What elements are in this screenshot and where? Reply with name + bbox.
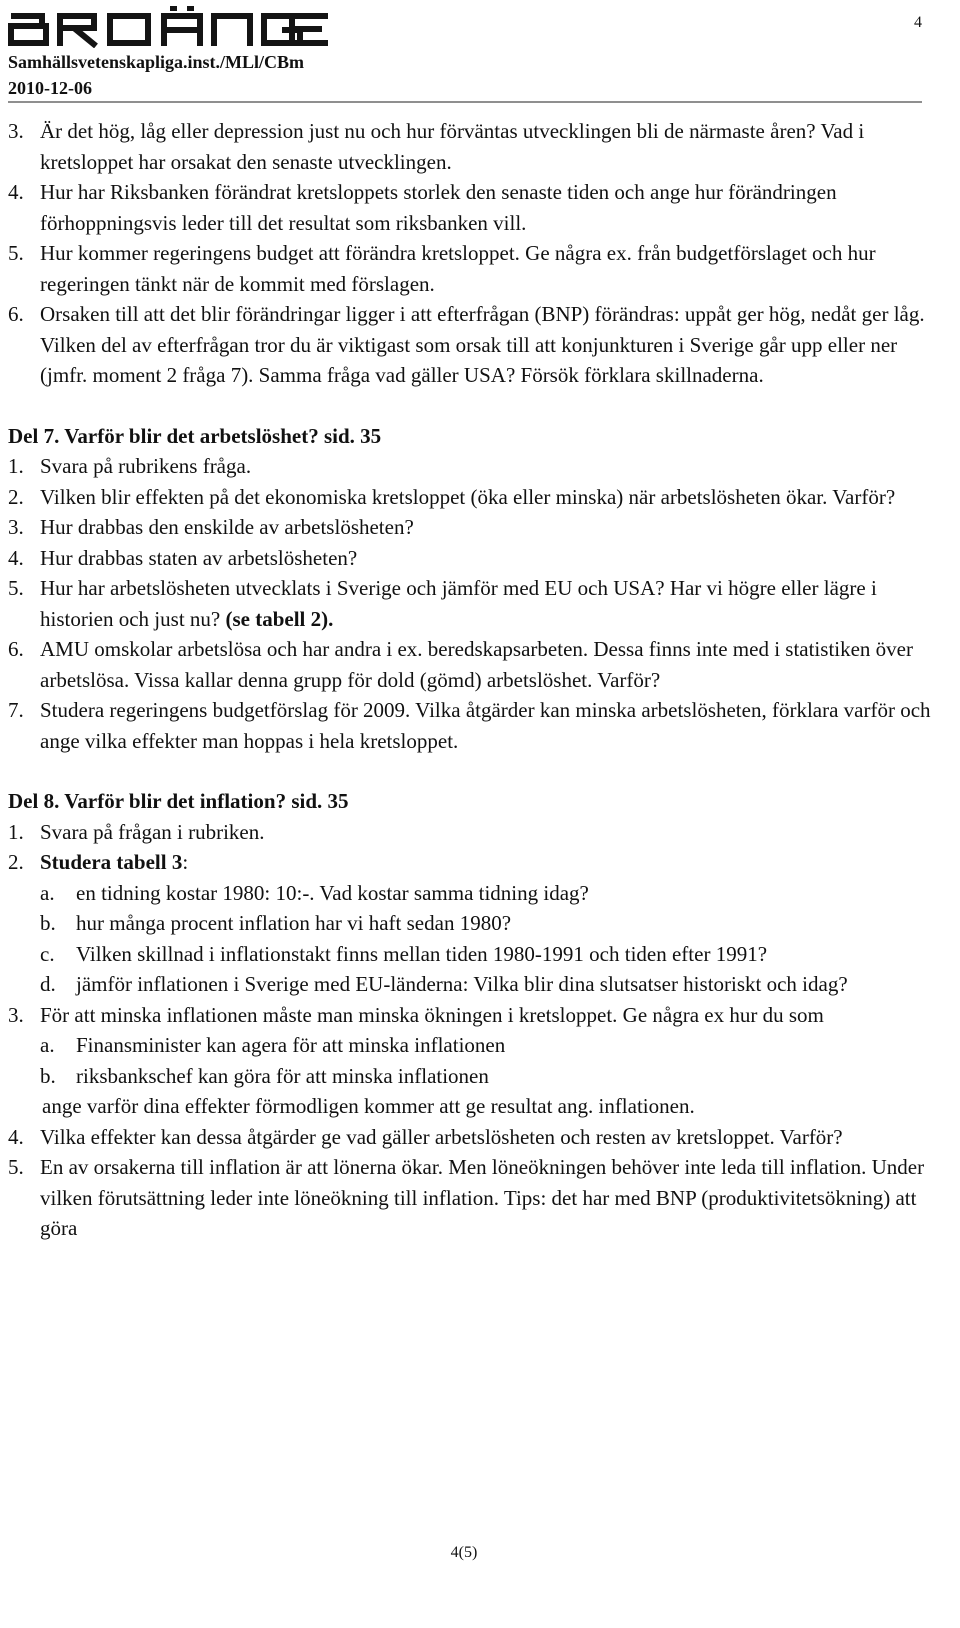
item-number: 3. bbox=[8, 1002, 24, 1027]
list-item bbox=[8, 482, 938, 513]
page-footer: 4(5) bbox=[450, 1544, 478, 1561]
item-number: 2. bbox=[8, 850, 24, 874]
item-text: Vilken blir effekten på det ekonomiska kretsloppet (öka eller minska) när arbetslösheten ökar. Varför? bbox=[40, 484, 896, 509]
item-text: Hur kommer regeringens budget att förändra kretsloppet. Ge några ex. från budgetförslaget och hur regeringen tänkt när de kommit med förslagen. bbox=[40, 241, 876, 296]
item-text: Hur har Riksbanken förändrat kretsloppets storlek den senaste tiden och ange hur förändringen förhoppningsvis leder till det resultat som riksbanken vill. bbox=[40, 180, 837, 235]
header-date: 2010-12-06 bbox=[8, 78, 92, 98]
item-number: 5. bbox=[8, 241, 24, 265]
page-number: 4 bbox=[914, 14, 922, 31]
table-reference: (se tabell 2). bbox=[225, 606, 334, 631]
sub-item bbox=[40, 1061, 938, 1092]
item-number: 5. bbox=[8, 576, 24, 600]
item-text: Hur drabbas den enskilde av arbetslösheten? bbox=[40, 515, 414, 539]
item-text: Svara på rubrikens fråga. bbox=[40, 454, 252, 478]
list-item bbox=[8, 1000, 938, 1031]
sub-item bbox=[40, 969, 938, 1000]
item-number: 6. bbox=[8, 302, 24, 326]
item-text bbox=[40, 847, 938, 878]
item-number: 2. bbox=[8, 484, 24, 509]
item-continuation: ange varför dina effekter förmodligen kommer att ge resultat ang. inflationen. bbox=[42, 1094, 695, 1118]
sub-item-letter: b. bbox=[40, 1063, 56, 1088]
list-item bbox=[8, 451, 938, 482]
sub-item-text: riksbankschef kan göra för att minska inflationen bbox=[76, 1063, 489, 1088]
header-divider bbox=[8, 101, 922, 103]
item-text-suffix: : bbox=[182, 850, 189, 874]
logo-text: BROÄNGEN bbox=[8, 6, 14, 7]
item-number: 1. bbox=[8, 454, 24, 478]
item-number: 4. bbox=[8, 545, 24, 570]
item-text: AMU omskolar arbetslösa och har andra i ex. beredskapsarbeten. Dessa finns inte med i statistiken över arbetslösa. Vissa kallar denna grupp för dold (gömd) arbetslöshet. Varför? bbox=[40, 637, 913, 692]
sub-item-text: en tidning kostar 1980: 10:-. Vad kostar samma tidning idag? bbox=[76, 880, 589, 905]
item-number: 1. bbox=[8, 819, 24, 844]
item-number: 4. bbox=[8, 1124, 24, 1149]
organization-label: Samhällsvetenskapliga.inst./MLl/CBm bbox=[8, 52, 305, 72]
item-text: Är det hög, låg eller depression just nu och hur förväntas utvecklingen bli de närmaste åren? Vad i kretsloppet har orsakat den senaste utvecklingen. bbox=[40, 119, 865, 174]
item-number: 5. bbox=[8, 1155, 24, 1179]
item-text: För att minska inflationen måste man minska ökningen i kretsloppet. Ge några ex hur du som bbox=[40, 1002, 824, 1027]
sub-item bbox=[40, 939, 938, 970]
list-item bbox=[8, 116, 938, 177]
sub-item-letter: a. bbox=[40, 880, 55, 905]
sub-item-letter: a. bbox=[40, 1033, 55, 1057]
sub-item bbox=[40, 1030, 938, 1061]
broangen-logo bbox=[8, 6, 338, 48]
list-item bbox=[8, 695, 938, 756]
list-item bbox=[8, 512, 938, 543]
item-number: 7. bbox=[8, 698, 24, 722]
item-text: Hur drabbas staten av arbetslösheten? bbox=[40, 545, 358, 570]
list-item bbox=[8, 238, 938, 299]
sub-item-letter: d. bbox=[40, 972, 56, 996]
sub-item-letter: c. bbox=[40, 941, 55, 966]
sub-item-text: jämför inflationen i Sverige med EU-länderna: Vilka blir dina slutsatser historiskt och idag? bbox=[76, 972, 848, 996]
list-item bbox=[8, 299, 938, 391]
list-item bbox=[8, 1122, 938, 1153]
item-text-body: Hur har arbetslösheten utvecklats i Sverige och jämför med EU och USA? Har vi högre eller lägre i historien och just nu? bbox=[40, 576, 877, 631]
item-number: 4. bbox=[8, 180, 24, 204]
table-reference: Studera tabell 3 bbox=[40, 850, 183, 874]
item-number: 3. bbox=[8, 119, 24, 143]
list-item bbox=[8, 817, 938, 848]
sub-item-text: Finansminister kan agera för att minska inflationen bbox=[76, 1033, 506, 1057]
sub-item-text: Vilken skillnad i inflationstakt finns mellan tiden 1980-1991 och tiden efter 1991? bbox=[76, 941, 768, 966]
section-7-heading: Del 7. Varför blir det arbetslöshet? sid. 35 bbox=[8, 423, 382, 448]
list-item bbox=[8, 573, 938, 634]
list-item bbox=[8, 634, 938, 695]
document-body bbox=[8, 116, 938, 1244]
sub-item bbox=[40, 908, 938, 939]
item-text: Vilka effekter kan dessa åtgärder ge vad gäller arbetslösheten och resten av kretsloppet. Varför? bbox=[40, 1124, 843, 1149]
item-text bbox=[40, 573, 938, 634]
item-number: 6. bbox=[8, 637, 24, 661]
item-text: Svara på frågan i rubriken. bbox=[40, 819, 265, 844]
list-item bbox=[8, 847, 938, 878]
section-8-heading: Del 8. Varför blir det inflation? sid. 35 bbox=[8, 789, 349, 813]
list-item bbox=[8, 1152, 938, 1244]
page-header bbox=[8, 6, 938, 98]
list-item bbox=[8, 543, 938, 574]
item-text: Studera regeringens budgetförslag för 2009. Vilka åtgärder kan minska arbetslösheten, förklara varför och ange vilka effekter man hoppas i hela kretsloppet. bbox=[40, 698, 931, 753]
item-number: 3. bbox=[8, 515, 24, 539]
sub-item-text: hur många procent inflation har vi haft sedan 1980? bbox=[76, 911, 512, 935]
list-item bbox=[8, 177, 938, 238]
item-text: En av orsakerna till inflation är att lönerna ökar. Men löneökningen behöver inte leda till inflation. Under vilken förutsättning leder inte löneökning till inflation. Tips: det har med BNP (produktivitetsökning) att göra bbox=[40, 1155, 925, 1240]
sub-item bbox=[40, 878, 938, 909]
sub-item-letter: b. bbox=[40, 911, 56, 935]
item-text: Orsaken till att det blir förändringar ligger i att efterfrågan (BNP) förändras: uppåt ger hög, nedåt ger låg. Vilken del av efterfrågan tror du är viktigast som orsak till att konjunkturen i Sverige går upp eller ner (jmfr. moment 2 fråga 7). Samma fråga vad gäller USA? Försök förklara skillnaderna. bbox=[40, 302, 925, 387]
